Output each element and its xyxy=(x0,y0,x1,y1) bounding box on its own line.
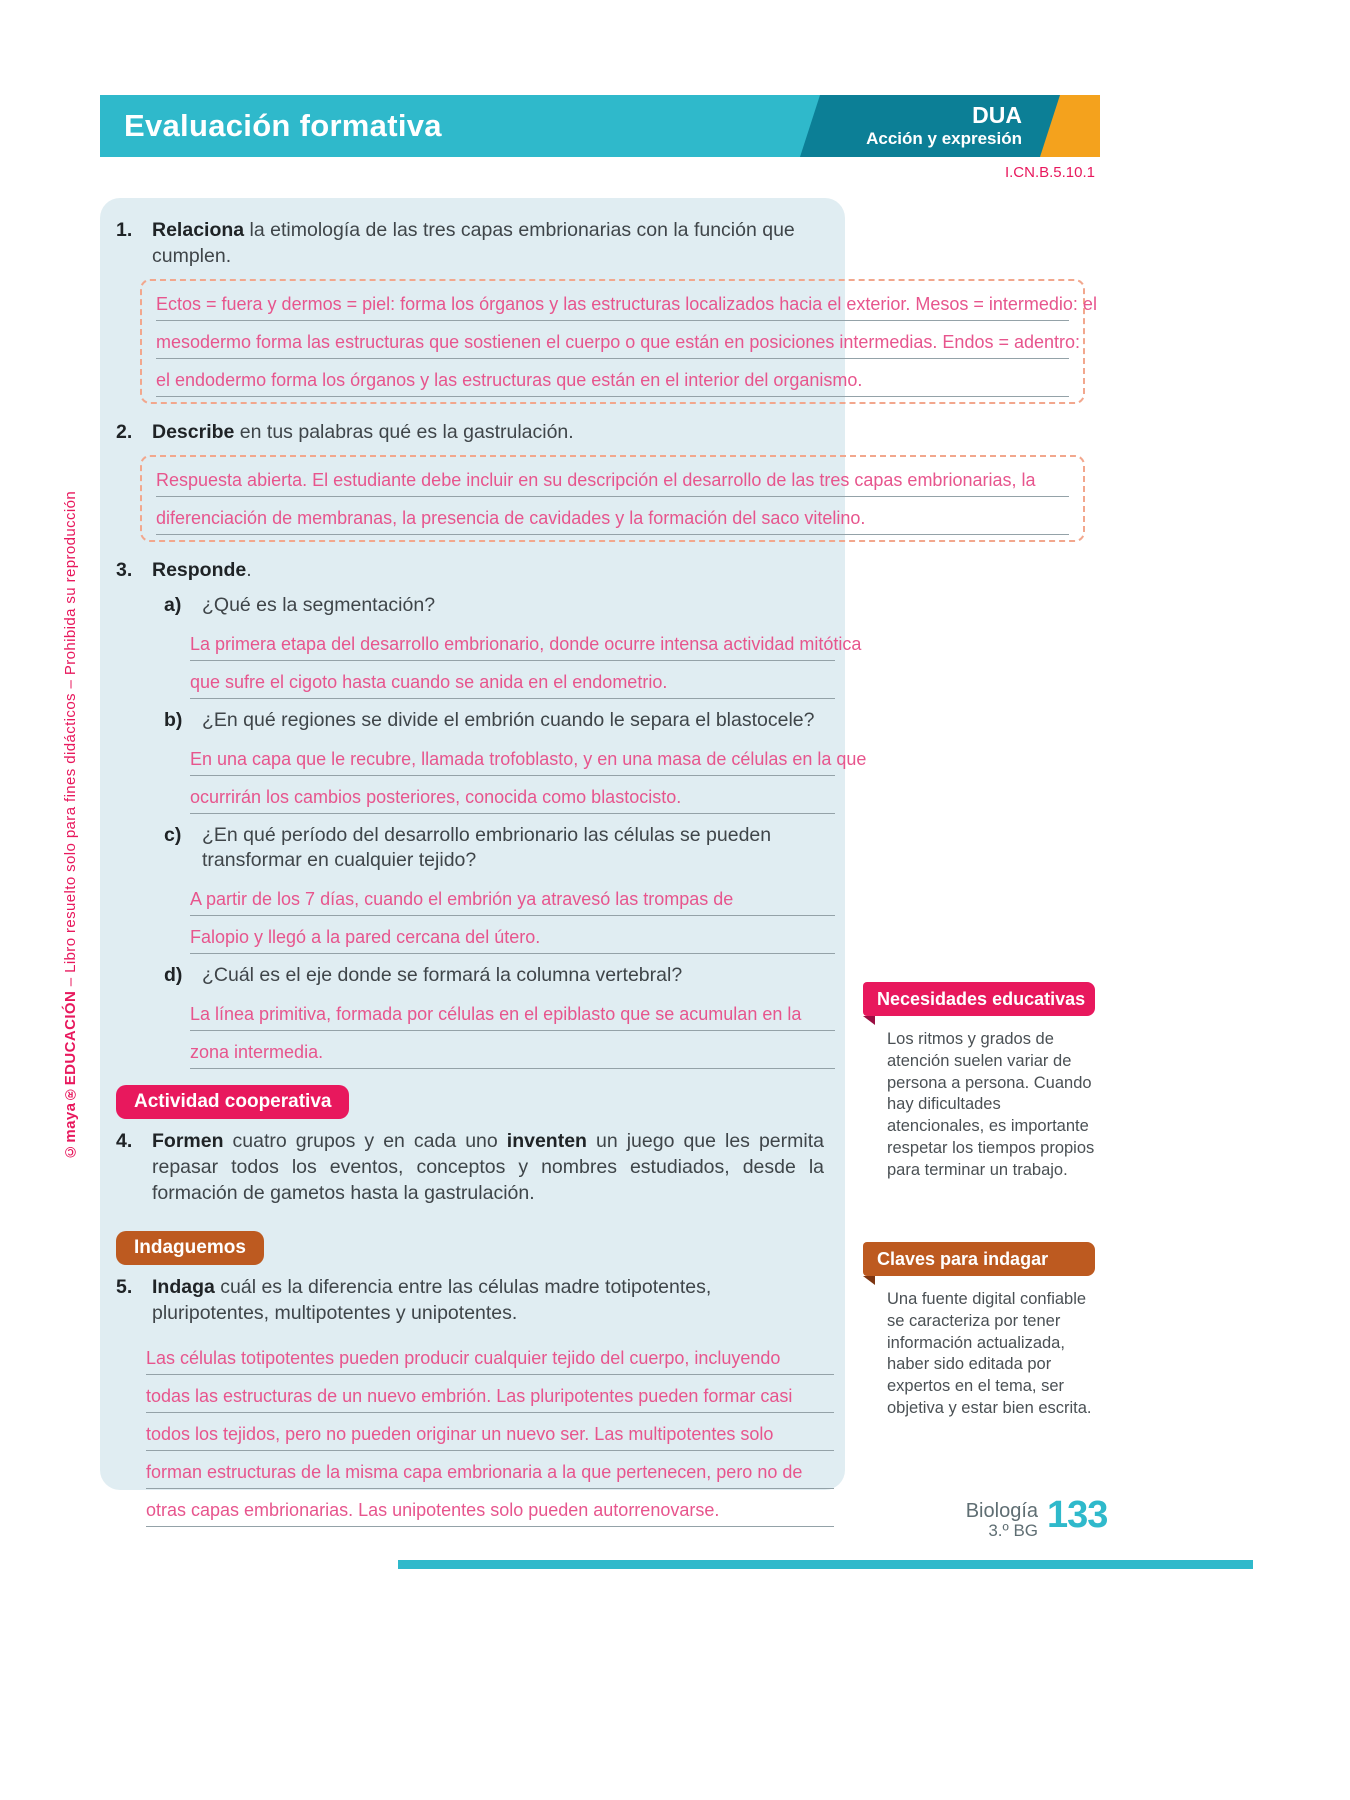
answer-line: otras capas embrionarias. Las unipotentes solo pueden autorrenovarse. xyxy=(146,1489,834,1527)
inquiry-keys-body: Una fuente digital confiable se caracteriza por tener información actualizada, haber sido editada por expertos en el tema, ser objetiva y estar bien escrita. xyxy=(887,1290,1092,1417)
footer-subject-block xyxy=(920,1500,1038,1541)
answer-line: todas las estructuras de un nuevo embrión. Las pluripotentes pueden formar casi xyxy=(146,1375,834,1413)
question-5 xyxy=(116,1275,824,1327)
header-banner xyxy=(100,95,1100,157)
question-4-text: Formen cuatro grupos y en cada uno inventen un juego que les permita repasar todos los eventos, conceptos y nombres estudiados, desde la formación de gametos hasta la gastrulación. xyxy=(152,1130,824,1205)
question-3c-letter: c) xyxy=(164,823,182,846)
answer-line: La primera etapa del desarrollo embrionario, donde ocurre intensa actividad mitótica xyxy=(190,623,835,661)
answer-line: Respuesta abierta. El estudiante debe incluir en su descripción el desarrollo de las tres capas embrionarias, la xyxy=(156,459,1069,497)
answer-line: En una capa que le recubre, llamada trofoblasto, y en una masa de células en la que xyxy=(190,738,835,776)
question-3a-letter: a) xyxy=(164,593,182,616)
inquiry-keys-box xyxy=(863,1242,1095,1420)
cooperative-activity-badge: Actividad cooperativa xyxy=(116,1085,349,1119)
footer-grade: 3.º BG xyxy=(988,1521,1038,1540)
question-3a xyxy=(164,593,862,699)
question-4 xyxy=(116,1129,824,1207)
dua-subtitle: Acción y expresión xyxy=(866,129,1022,148)
answer-3c xyxy=(190,878,835,954)
question-3b-text: ¿En qué regiones se divide el embrión cuando le separa el blastocele? xyxy=(202,708,815,731)
watermark-text: – Libro resuelto solo para fines didácticos – Prohibida su reproducción xyxy=(62,490,79,991)
question-1-text: Relaciona la etimología de las tres capas embrionarias con la función que cumplen. xyxy=(152,219,795,267)
question-3-subitems xyxy=(164,593,867,1070)
page-title: Evaluación formativa xyxy=(124,108,442,143)
publisher-logo: ©maya®EDUCACIÓN xyxy=(62,990,79,1160)
answer-line: forman estructuras de la misma capa embrionaria a la que pertenecen, pero no de xyxy=(146,1451,834,1489)
question-3c xyxy=(164,823,845,955)
answer-3d xyxy=(190,993,835,1069)
question-4-number: 4. xyxy=(116,1130,133,1153)
answer-box-q1 xyxy=(140,279,1097,404)
answer-line: ocurrirán los cambios posteriores, conocida como blastocisto. xyxy=(190,776,835,814)
question-3d-text: ¿Cuál es el eje donde se formará la columna vertebral? xyxy=(202,964,683,987)
question-2-text: Describe en tus palabras qué es la gastrulación. xyxy=(152,420,574,443)
question-5-text: Indaga cuál es la diferencia entre las células madre totipotentes, pluripotentes, multipotentes y unipotentes. xyxy=(152,1276,712,1324)
answer-line: que sufre el cigoto hasta cuando se anida en el endometrio. xyxy=(190,661,835,699)
question-1-number: 1. xyxy=(116,219,133,241)
answer-line: La línea primitiva, formada por células en el epiblasto que se acumulan en la xyxy=(190,993,835,1031)
publisher-watermark xyxy=(62,415,86,1160)
curriculum-standard-code: I.CN.B.5.10.1 xyxy=(1004,164,1095,181)
educational-needs-box xyxy=(863,982,1095,1181)
answer-box-q2 xyxy=(140,455,1085,542)
question-5-number: 5. xyxy=(116,1276,133,1299)
question-2 xyxy=(116,420,824,446)
dua-block xyxy=(866,102,1022,150)
answer-line: Falopio y llegó a la pared cercana del útero. xyxy=(190,916,835,954)
answer-q5 xyxy=(146,1337,834,1527)
dua-title: DUA xyxy=(972,102,1022,128)
question-2-number: 2. xyxy=(116,420,133,443)
ribbon-fold xyxy=(863,1276,875,1285)
educational-needs-body: Los ritmos y grados de atención suelen variar de persona a persona. Cuando hay dificultades atencionales, es importante respetar los tiempos propios para terminar un trabajo. xyxy=(887,1030,1095,1179)
question-3d-letter: d) xyxy=(164,964,183,987)
question-3-number: 3. xyxy=(116,558,133,581)
answer-line: todos los tejidos, pero no pueden originar un nuevo ser. Las multipotentes solo xyxy=(146,1413,834,1451)
answer-3b xyxy=(190,738,867,814)
ribbon-fold xyxy=(863,1016,875,1025)
question-3a-text: ¿Qué es la segmentación? xyxy=(202,593,436,616)
answer-line: A partir de los 7 días, cuando el embrión ya atravesó las trompas de xyxy=(190,878,835,916)
inquiry-badge: Indaguemos xyxy=(116,1231,264,1265)
inquiry-keys-title: Claves para indagar xyxy=(863,1242,1095,1276)
footer-accent-bar xyxy=(398,1560,1253,1569)
answer-line: Las células totipotentes pueden producir cualquier tejido del cuerpo, incluyendo xyxy=(146,1337,834,1375)
footer-subject: Biología xyxy=(965,1500,1038,1522)
educational-needs-title: Necesidades educativas xyxy=(863,982,1095,1016)
answer-line: el endodermo forma los órganos y las estructuras que están en el interior del organismo. xyxy=(156,359,1069,397)
question-3c-text: ¿En qué período del desarrollo embrionario las células se pueden transformar en cualquier tejido? xyxy=(202,823,772,872)
question-3 xyxy=(116,558,824,584)
question-3d xyxy=(164,963,845,1069)
question-3b xyxy=(164,708,867,814)
question-3-text: Responde. xyxy=(152,558,252,581)
answer-line: zona intermedia. xyxy=(190,1031,835,1069)
answer-line: diferenciación de membranas, la presencia de cavidades y la formación del saco vitelino. xyxy=(156,497,1069,535)
answer-line: Ectos = fuera y dermos = piel: forma los órganos y las estructuras localizados hacia el exterior. Mesos = intermedio: el xyxy=(156,283,1069,321)
page-number: 133 xyxy=(1047,1494,1108,1536)
answer-line: mesodermo forma las estructuras que sostienen el cuerpo o que están en posiciones intermedias. Endos = adentro: xyxy=(156,321,1069,359)
question-3b-letter: b) xyxy=(164,708,183,731)
answer-3a xyxy=(190,623,862,699)
question-1 xyxy=(116,218,824,270)
